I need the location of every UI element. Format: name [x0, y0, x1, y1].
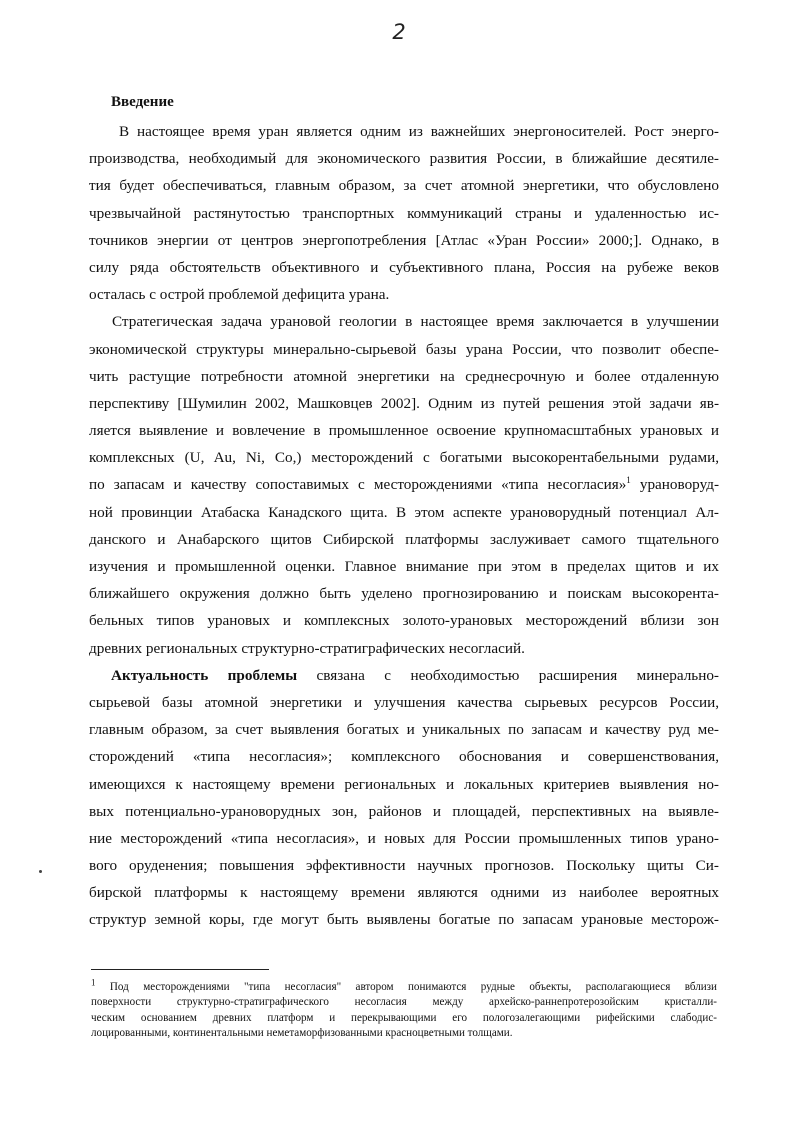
footnote-mark: 1 — [91, 977, 96, 988]
text-fragment: Под месторождениями "типа несогласия" автором понимаются рудные объекты, располагающиеся вблизи — [95, 981, 717, 993]
footnote-line: ческим основанием древних платформ и перекрывающими его пологозалегающими рифейскими слабодис- — [91, 1011, 717, 1024]
paragraph-relevance — [89, 662, 719, 934]
text-line: ближайшего окружения должно быть уделено прогнозированию и поискам высокорента- — [89, 585, 719, 603]
text-line — [89, 662, 719, 689]
text-line: экономической структуры минерально-сырьевой базы урана России, что позволит обеспе- — [89, 340, 719, 358]
text-line: вого оруденения; повышения эффективности научных прогнозов. Поскольку щиты Си- — [89, 857, 719, 875]
text-line: вых потенциально-урановорудных зон, районов и площадей, перспективных на выявле- — [89, 802, 719, 820]
text-line: имеющихся к настоящему времени региональных и локальных критериев выявления но- — [89, 775, 719, 793]
text-line: бирской платформы к настоящему времени являются одними из наиболее вероятных — [89, 884, 719, 902]
footnote-line: поверхности структурно-стратиграфического несогласия между архейско-раннепротерозойским кристалли- — [91, 996, 717, 1009]
text-line: бельных типов урановых и комплексных золото-урановых месторождений вблизи зон — [89, 612, 719, 630]
text-fragment: урановоруд- — [630, 476, 719, 494]
text-line: осталась с острой проблемой дефицита урана. — [89, 286, 390, 304]
text-line: тия будет обеспечиваться, главным образом, за счет атомной энергетики, что обусловлено — [89, 177, 719, 195]
section-heading: Введение — [111, 94, 174, 110]
text-line: ной провинции Атабаска Канадского щита. В этом аспекте урановорудный потенциал Ал- — [89, 503, 719, 521]
text-line: ляется выявление и вовлечение в промышленное освоение крупномасштабных урановых и — [89, 422, 719, 440]
text-line: Стратегическая задача урановой геологии в настоящее время заключается в улучшении — [112, 313, 719, 331]
footnote-divider — [91, 969, 269, 970]
text-line: данского и Анабарского щитов Сибирской платформы заслуживает самого тщательного — [89, 530, 719, 548]
text-line: В настоящее время уран является одним из важнейших энергоносителей. Рост энерго- — [119, 123, 719, 140]
relevance-lead: Актуальность проблемы — [111, 666, 298, 684]
text-line: древних региональных структурно-стратиграфических несогласий. — [89, 639, 525, 657]
text-line: чить растущие потребности атомной энергетики на среднесрочную и более отдаленную — [89, 367, 719, 385]
text-line: изучения и промышленной оценки. Главное внимание при этом в пределах щитов и их — [89, 558, 719, 575]
text-line: чрезвычайной растянутостью транспортных коммуникаций страны и удаленностью ис- — [89, 204, 719, 222]
text-fragment: связана с необходимостью расширения минерально- — [297, 666, 719, 684]
text-line-footnote-ref — [89, 471, 719, 498]
paragraph-strategy — [89, 308, 719, 661]
body-text — [89, 118, 719, 934]
scan-speck — [39, 870, 42, 873]
text-line: точников энергии от центров энергопотребления [Атлас «Уран России» 2000;]. Однако, в — [89, 231, 719, 249]
footnote — [91, 977, 717, 1041]
footnote-line — [91, 977, 717, 995]
footnote-line: лоцированными, континентальными неметаморфизованными красноцветными толщами. — [91, 1026, 513, 1039]
text-fragment: по запасам и качеству сопоставимых с месторождениями «типа несогласия» — [89, 476, 627, 494]
text-line: перспективу [Шумилин 2002, Машковцев 2002]. Одним из путей решения этой задачи яв- — [89, 394, 719, 412]
text-line: производства, необходимый для экономического развития России, в ближайшие десятиле- — [89, 150, 719, 168]
text-line: сторождений «типа несогласия»; комплексного обоснования и совершенствования, — [89, 748, 719, 766]
page-number: 2 — [392, 20, 406, 44]
text-line: сырьевой базы атомной энергетики и улучшения качества сырьевых ресурсов России, — [89, 693, 719, 711]
text-line: ние месторождений «типа несогласия», и новых для России промышленных типов урано- — [89, 829, 719, 847]
paragraph-intro — [89, 118, 719, 308]
text-line: комплексных (U, Au, Ni, Co,) месторождений с богатыми высокорентабельными рудами, — [89, 449, 719, 467]
text-line: главным образом, за счет выявления богатых и уникальных по запасам и качеству руд ме- — [89, 721, 719, 739]
text-line: силу ряда обстоятельств объективного и субъективного плана, Россия на рубеже веков — [89, 258, 719, 276]
text-line: структур земной коры, где могут быть выявлены богатые по запасам урановые месторож- — [89, 911, 719, 929]
footnote-ref[interactable]: 1 — [626, 475, 631, 486]
